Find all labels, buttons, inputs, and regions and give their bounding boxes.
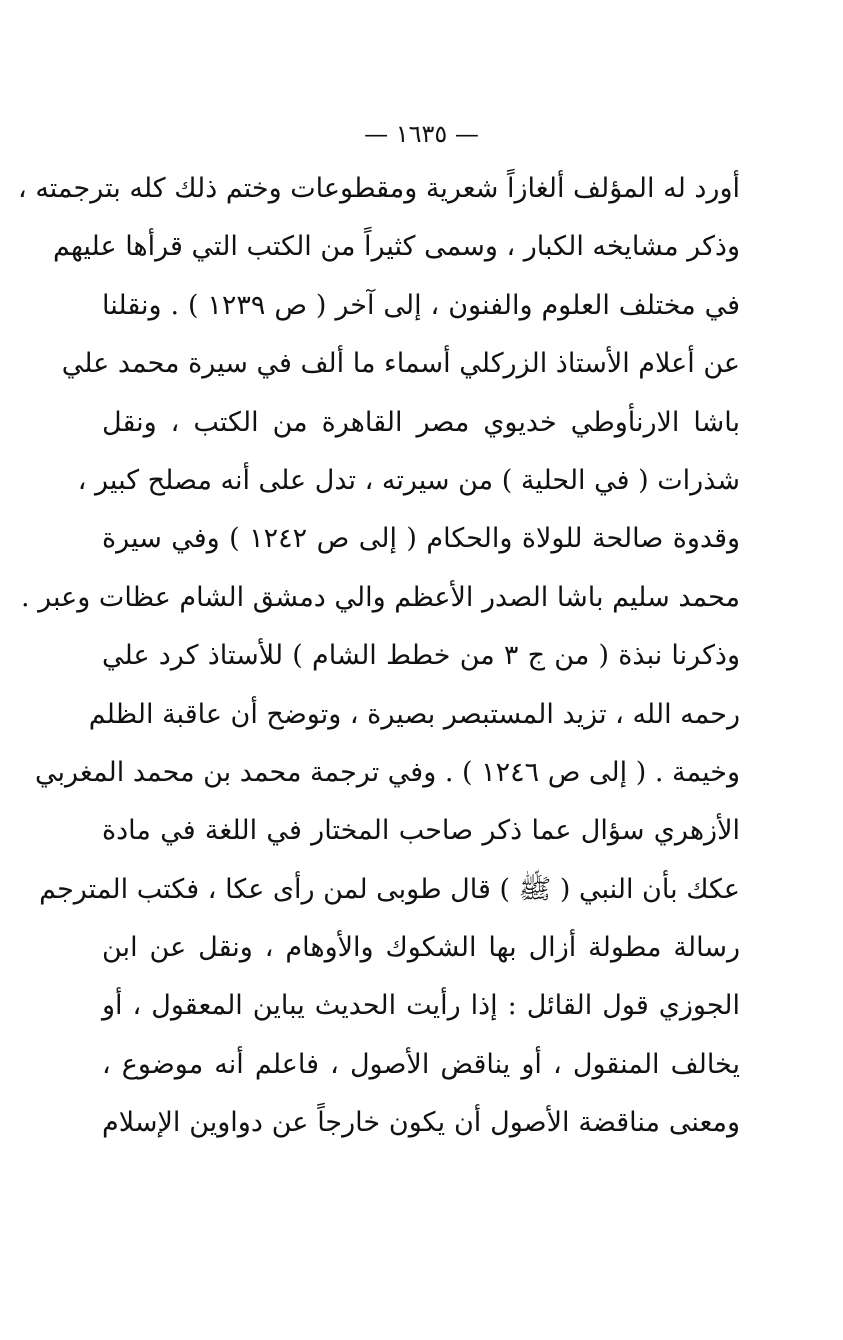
text-line: أورد له المؤلف ألغازاً شعرية ومقطوعات وختم ذلك كله بترجمته ، [18,173,740,204]
body-text [18,160,741,1153]
text-line: الأزهري سؤال عما ذكر صاحب المختار في اللغة في مادة [102,815,740,847]
text-line: عكك بأن النبي ( ﷺ ) قال طوبى لمن رأى عكا ، فكتب المترجم [39,873,740,905]
text-line: محمد سليم باشا الصدر الأعظم والي دمشق الشام عظات وعبر . [20,581,740,613]
text-line: وذكر مشايخه الكبار ، وسمى كثيراً من الكتب التي قرأها عليهم [53,231,740,263]
text-line: باشا الارنأوطي خديوي مصر القاهرة من الكتب ، ونقل [102,406,740,438]
text-line: وذكرنا نبذة ( من ج ٣ من خطط الشام ) للأستاذ كرد علي [102,640,740,672]
text-line: عن أعلام الأستاذ الزركلي أسماء ما ألف في سيرة محمد علي [61,348,740,380]
text-line: وخيمة . ( إلى ص ١٢٤٦ ) . وفي ترجمة محمد بن محمد المغربي [35,756,740,788]
text-line: الجوزي قول القائل : إذا رأيت الحديث يباين المعقول ، أو [102,990,740,1022]
text-line: يخالف المنقول ، أو يناقض الأصول ، فاعلم أنه موضوع ، [102,1048,740,1080]
text-line: شذرات ( في الحلية ) من سيرته ، تدل على أنه مصلح كبير ، [77,464,740,496]
page-number: — ١٦٣٥ — [364,120,479,148]
text-line: وقدوة صالحة للولاة والحكام ( إلى ص ١٢٤٢ ) وفي سيرة [102,523,741,555]
text-line: رسالة مطولة أزال بها الشكوك والأوهام ، ونقل عن ابن [102,932,740,964]
text-line: رحمه الله ، تزيد المستبصر بصيرة ، وتوضح أن عاقبة الظلم [88,698,740,730]
text-line: ومعنى مناقضة الأصول أن يكون خارجاً عن دواوين الإسلام [102,1107,740,1139]
text-line: في مختلف العلوم والفنون ، إلى آخر ( ص ١٢٣٩ ) . ونقلنا [102,289,741,321]
